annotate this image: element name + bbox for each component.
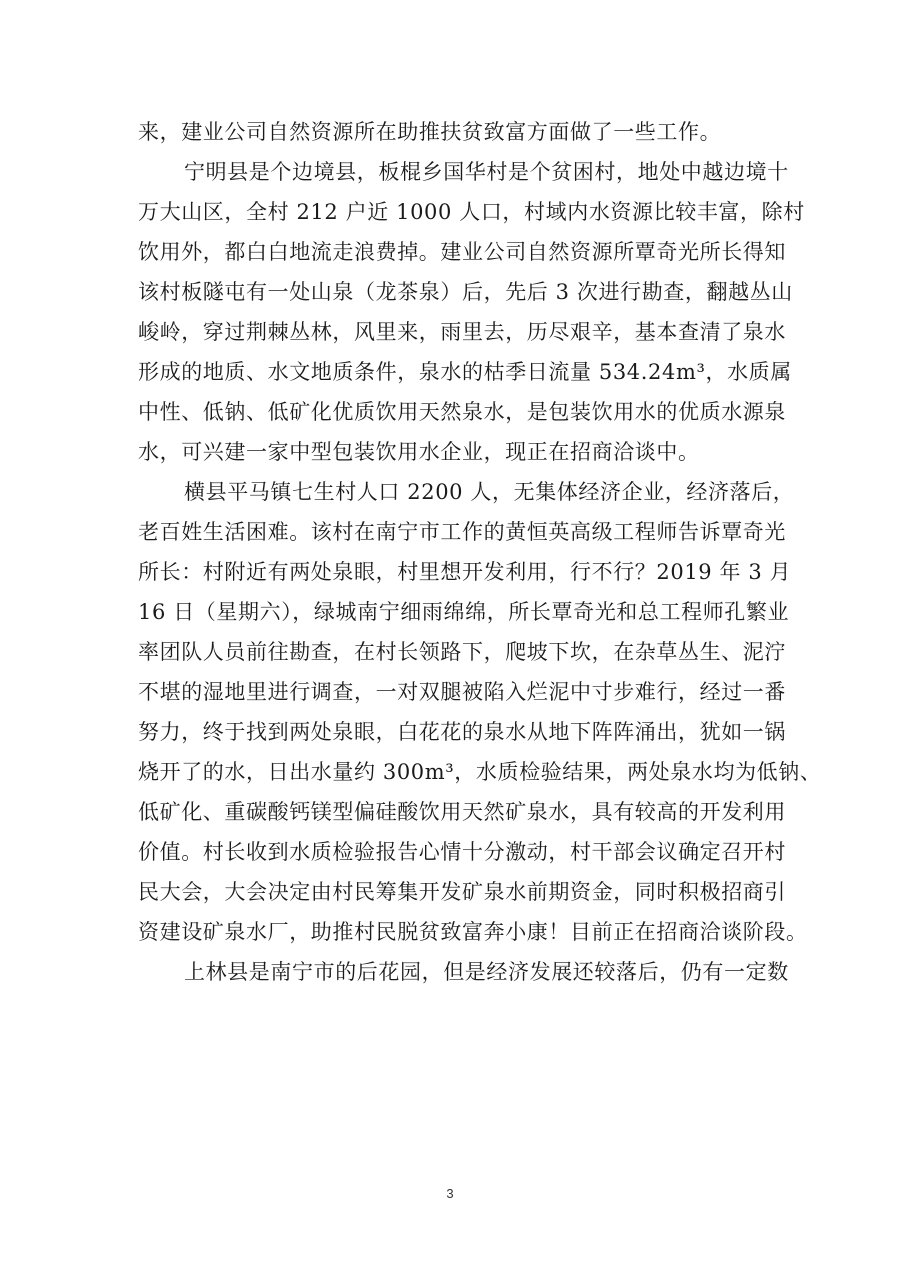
- paragraph-2-line-4: 该村板隧屯有一处山泉（龙茶泉）后，先后 3 次进行勘查，翻越丛山: [138, 280, 793, 304]
- paragraph-2-line-6: 形成的地质、水文地质条件，泉水的枯季日流量 534.24m³，水质属: [138, 360, 792, 384]
- paragraph-2-line-1: 宁明县是个边境县，板棍乡国华村是个贫困村，地处中越边境十: [184, 160, 789, 184]
- page-number: 3: [446, 1186, 454, 1201]
- paragraph-2-line-7: 中性、低钠、低矿化优质饮用天然泉水，是包装饮用水的优质水源泉: [138, 400, 786, 424]
- paragraph-2-line-3: 饮用外，都白白地流走浪费掉。建业公司自然资源所覃奇光所长得知: [138, 240, 786, 264]
- paragraph-3-line-8: 烧开了的水，日出水量约 300m³，水质检验结果，两处泉水均为低钠、: [138, 760, 822, 784]
- paragraph-3-line-1: 横县平马镇七生村人口 2200 人，无集体经济企业，经济落后，: [184, 480, 795, 504]
- paragraph-3-line-4: 16 日（星期六），绿城南宁细雨绵绵，所长覃奇光和总工程师孔繁业: [138, 600, 790, 624]
- paragraph-3-line-6: 不堪的湿地里进行调查，一对双腿被陷入烂泥中寸步难行，经过一番: [138, 680, 786, 704]
- paragraph-3-line-5: 率团队人员前往勘查，在村长领路下，爬坡下坎，在杂草丛生、泥泞: [138, 640, 786, 664]
- paragraph-3-line-11: 民大会，大会决定由村民筹集开发矿泉水前期资金，同时积极招商引: [138, 880, 786, 904]
- document-body: [138, 112, 822, 992]
- paragraph-3-line-3: 所长：村附近有两处泉眼，村里想开发利用，行不行？2019 年 3 月: [138, 560, 792, 584]
- paragraph-3-line-9: 低矿化、重碳酸钙镁型偏硅酸饮用天然矿泉水，具有较高的开发利用: [138, 800, 786, 824]
- paragraph-2-line-8: 水，可兴建一家中型包装饮用水企业，现正在招商洽谈中。: [138, 440, 700, 464]
- paragraph-3-line-12: 资建设矿泉水厂，助推村民脱贫致富奔小康！目前正在招商洽谈阶段。: [138, 920, 808, 944]
- paragraph-2-line-5: 峻岭，穿过荆棘丛林，风里来，雨里去，历尽艰辛，基本查清了泉水: [138, 320, 786, 344]
- paragraph-3-line-2: 老百姓生活困难。该村在南宁市工作的黄恒英高级工程师告诉覃奇光: [138, 520, 786, 544]
- paragraph-2-line-2: 万大山区，全村 212 户近 1000 人口，村域内水资源比较丰富，除村: [138, 200, 805, 224]
- paragraph-3-line-10: 价值。村长收到水质检验报告心情十分激动，村干部会议确定召开村: [138, 840, 786, 864]
- paragraph-3-line-7: 努力，终于找到两处泉眼，白花花的泉水从地下阵阵涌出，犹如一锅: [138, 720, 786, 744]
- paragraph-4-line-1: 上林县是南宁市的后花园，但是经济发展还较落后，仍有一定数: [184, 960, 789, 984]
- paragraph-1-line-1: 来，建业公司自然资源所在助推扶贫致富方面做了一些工作。: [138, 120, 722, 144]
